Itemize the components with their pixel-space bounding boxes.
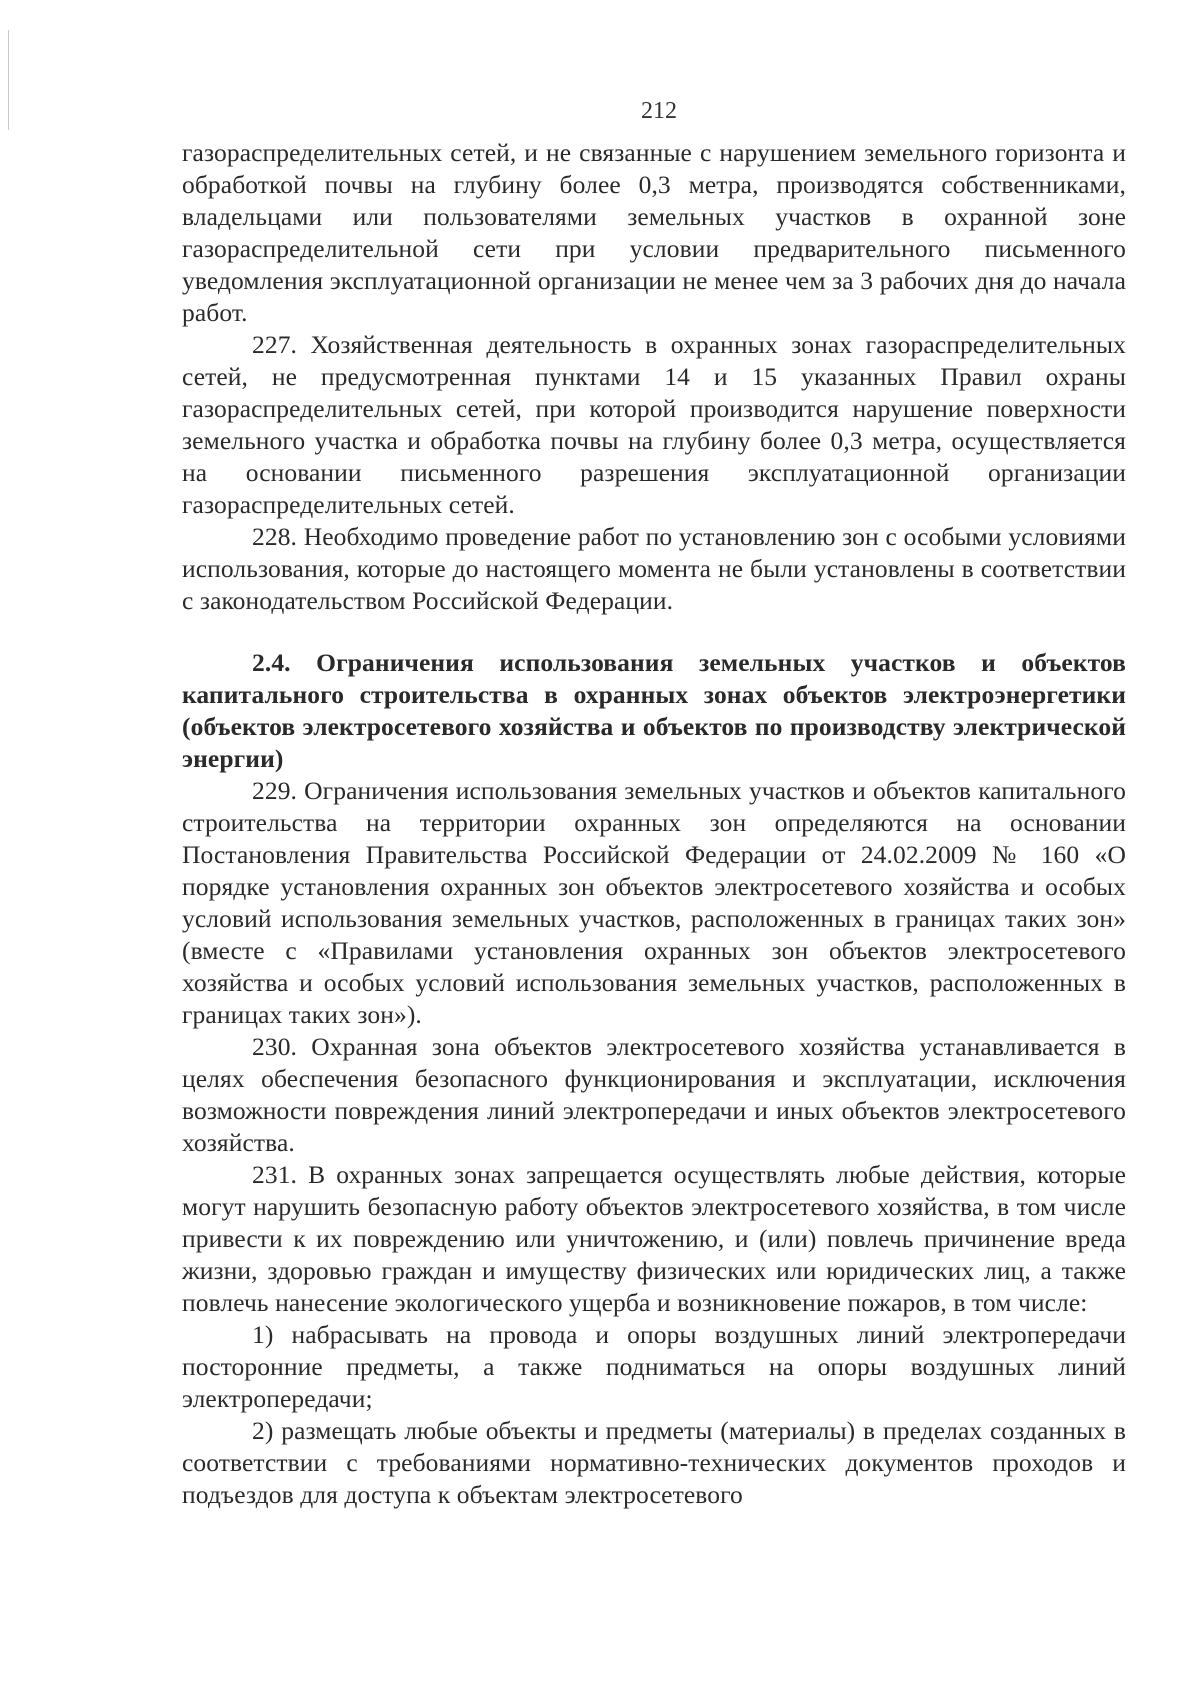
paragraph-229: 229. Ограничения использования земельных участков и объектов капитального строительства на территории охранных зон определяются на основании Постановления Правительства Российской Федерации от 24.02.2009 № 160 «О порядке установления охранных зон объектов электросетевого хозяйства и особых условий использования земельных участков, расположенных в границах таких зон» (вместе с «Правилами установления охранных зон объектов электросетевого хозяйства и особых условий использования земельных участков, расположенных в границах таких зон»).	[182, 776, 1126, 1029]
paragraph-continuation: газораспределительных сетей, и не связанные с нарушением земельного горизонта и обработкой почвы на глубину более 0,3 метра, производятся собственниками, владельцами или пользователями земельных участков в охранной зоне газораспределительной сети при условии предварительного письменного уведомления эксплуатационной организации не менее чем за 3 рабочих дня до начала работ.	[182, 138, 1126, 327]
page-number: 212	[641, 98, 677, 124]
paragraph-227: 227. Хозяйственная деятельность в охранных зонах газораспределительных сетей, не предусмотренная пунктами 14 и 15 указанных Правил охраны газораспределительных сетей, при которой производится нарушение поверхности земельного участка и обработка почвы на глубину более 0,3 метра, осуществляется на основании письменного разрешения эксплуатационной организации газораспределительных сетей.	[182, 330, 1126, 519]
paragraph-231: 231. В охранных зонах запрещается осуществлять любые действия, которые могут нарушить безопасную работу объектов электросетевого хозяйства, в том числе привести к их повреждению или уничтожению, и (или) повлечь причинение вреда жизни, здоровью граждан и имуществу физических или юридических лиц, а также повлечь нанесение экологического ущерба и возникновение пожаров, в том числе:	[182, 1160, 1126, 1317]
section-heading-2-4: 2.4. Ограничения использования земельных участков и объектов капитального строительства в охранных зонах объектов электроэнергетики (объектов электросетевого хозяйства и объектов по производству электрической энергии)	[182, 648, 1126, 773]
list-item-1: 1) набрасывать на провода и опоры воздушных линий электропередачи посторонние предметы, а также подниматься на опоры воздушных линий электропередачи;	[182, 1320, 1126, 1413]
list-item-2: 2) размещать любые объекты и предметы (материалы) в пределах созданных в соответствии с требованиями нормативно-технических документов проходов и подъездов для доступа к объектам электросетевого	[182, 1416, 1126, 1509]
section-spacer	[182, 617, 1126, 647]
document-body	[182, 137, 1126, 1511]
paragraph-230: 230. Охранная зона объектов электросетевого хозяйства устанавливается в целях обеспечения безопасного функционирования и эксплуатации, исключения возможности повреждения линий электропередачи и иных объектов электросетевого хозяйства.	[182, 1032, 1126, 1157]
paragraph-228: 228. Необходимо проведение работ по установлению зон с особыми условиями использования, которые до настоящего момента не были установлены в соответствии с законодательством Российской Федерации.	[182, 522, 1126, 615]
